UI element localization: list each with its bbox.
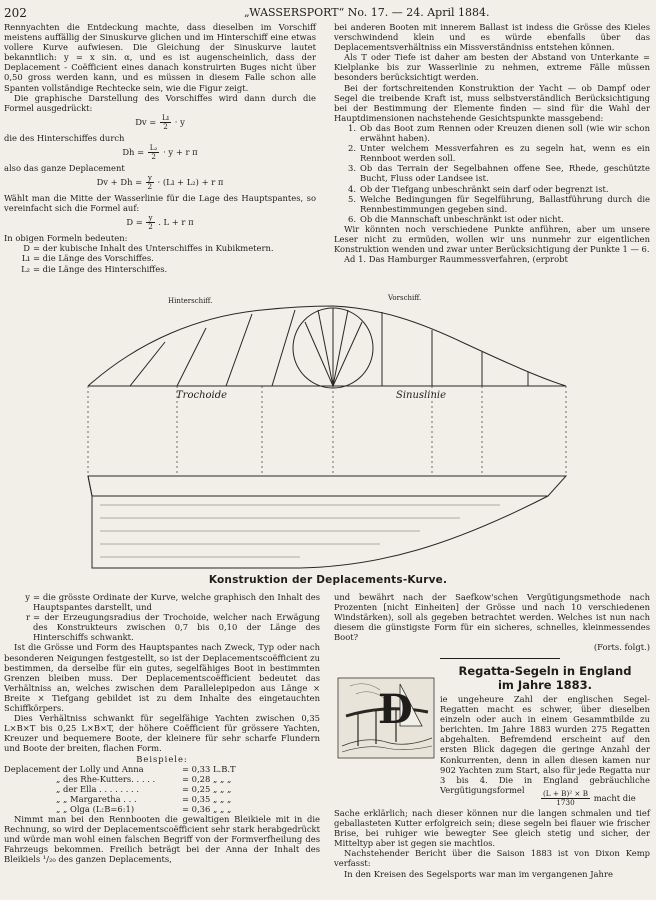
paragraph: In den Kreisen des Segelsports war man im vergangenen Jahre: [344, 868, 613, 879]
paragraph: Als T oder Tiefe ist daher am besten der Abstand von Unterkante = Kielplanke bis zur Wasserlinie zu nehmen, extreme Fälle müssen besonders berücksichtigt werden.: [334, 52, 650, 83]
drop-cap: D: [378, 686, 413, 733]
list-item: 1. Ob das Boot zum Rennen oder Kreuzen dienen soll (wie wir schon erwähnt haben).: [348, 122, 650, 144]
paragraph: Die graphische Darstellung des Vorschiffes wird dann durch die Formel ausgedrückt:: [4, 92, 316, 113]
running-title: „WASSERSPORT“ No. 17. — 24. April 1884.: [244, 6, 490, 19]
deplacement-curve: [88, 306, 566, 386]
paragraph: Wir könnten noch verschiedene Punkte anführen, aber um unsere Leser nicht zu ermüden, wollen wir uns nunmehr zur eigentlichen Konstruktion wenden und zwar unter Berücksichtigung der Punkte 1 — 6.: [334, 223, 650, 255]
paragraph: ie ungeheure Zahl der englischen Segel-Regatten macht es schwer, über dieselben einzeln oder auch in einem Gesammtbilde zu berichten. Im Jahre 1883 wurden 275 Regatten abgehalten. Befremdend erscheint auf den ersten Blick dagegen die geringe Anzahl der Konkurrenten, denn in allen diesen kamen nur 902 Yachten zum Start, also für jede Regatta nur 3 bis 4. Die in England gebräuchliche Vergütigungsformel: [440, 694, 650, 795]
list-item: 4. Ob der Tiefgang unbeschränkt sein darf oder begrenzt ist.: [348, 183, 609, 194]
paragraph: Nachstehender Bericht über die Saison 1883 ist von Dixon Kemp verfasst:: [334, 848, 650, 869]
example-row: Deplacement der Lolly und Anna = 0,33 L.B.T: [4, 763, 236, 774]
legend-item: r = der Erzeugungsradius der Trochoide, welcher nach Erwägung des Konstrukteurs zwischen 0,7 bis 0,10 der Länge des Hinterschiffs schwankt.: [25, 612, 320, 643]
trochoid-label: Trochoide: [176, 390, 228, 401]
paragraph: Rennyachten die Entdeckung machte, dass dieselben im Vorschiff meistens auffällig der Sinuskurve glichen und im Hinterschiff eine etwas vollere Kurve aufwiesen. Die Gleichung der Sinuskurve lautet bekanntlich: y = x sin. α, und es ist augenscheinlich, dass der Deplacement - Coëfficient eines danach konstruirten Buges nicht über 0,50 gross werden kann, und es müssen in diesem Falle schon alle Spanten vollständige Rechtecke sein, wie die Figur zeigt.: [4, 22, 316, 93]
figure-caption: Konstruktion der Deplacements-Kurve.: [208, 574, 448, 586]
list-item: 3. Ob das Terrain der Segelbahnen offene See, Rhede, geschützte Bucht, Fluss oder Landsee ist.: [348, 163, 650, 184]
block-top-face: [88, 476, 566, 496]
article-divider: [440, 658, 560, 659]
paragraph: Sache erklärlich; nach dieser können nur die langen schmalen und tief geballasteten Kutter erfolgreich sein; diese segeln bei flauer wie frischer Brise, bei ruhiger wie bewegter See gleich stetig und sicher, der Mitteltyp aber ist gegen sie machtlos.: [334, 808, 650, 849]
sine-label: Sinuslinie: [396, 390, 447, 401]
column-right-top: [334, 22, 650, 264]
page-number: 202: [4, 6, 27, 20]
column-left-top: [4, 22, 316, 274]
paragraph: also das ganze Deplacement: [4, 162, 125, 173]
legend-item: y = die grösste Ordinate der Kurve, welche graphisch den Inhalt des Hauptspantes darstellt, und: [25, 592, 320, 613]
legend-item: Lı = die Länge des Vorschiffes.: [21, 253, 154, 264]
page-header: [4, 6, 652, 22]
example-row: „ der Ella . . . . . . . . = 0,25 „ „ „: [56, 783, 232, 794]
figure-label-stern: Hinterschiff.: [168, 297, 213, 305]
formula-total: Dv + Dh = $\frac{y}{2}$ · (Lı + L₂) + r π: [96, 173, 224, 192]
legend-item: D = der kubische Inhalt des Unterschiffes in Kubikmetern.: [23, 243, 274, 254]
example-row: „ „ Margaretha . . . = 0,35 „ „ „: [56, 793, 232, 804]
list-item: 5. Welche Bedingungen für Segelführung, Ballastführung durch die Rennbestimmungen gegeben sind.: [348, 193, 650, 214]
paragraph: die des Hinterschiffes durch: [4, 132, 125, 143]
formula-fore: Dv = $\frac{Lı}{2}$ · y: [135, 112, 185, 131]
paragraph: Dies Verhältniss schwankt für segelfähige Yachten zwischen 0,35 L×B×T bis 0,25 L×B×T, der höhere Coëfficient für grössere Yachten, Kreuzer und bequemere Boote, der kleinere für sehr scharfe Flundern und Boote der breiten, flachen Form.: [4, 713, 320, 754]
paragraph: Ad 1. Das Hamburger Raummessverfahren, (erprobt: [344, 254, 568, 265]
legend-item: L₂ = die Länge des Hinterschiffes.: [21, 263, 168, 274]
figure-label-bow: Vorschiff.: [388, 294, 422, 302]
paragraph: Wählt man die Mitte der Wasserlinie für die Lage des Hauptspantes, so vereinfacht sich die Formel auf:: [4, 193, 316, 214]
article-title: Regatta-Segeln in England im Jahre 1883.: [458, 664, 632, 692]
examples-heading: Beispiele:: [136, 753, 188, 764]
column-left-bottom: [4, 592, 320, 865]
list-item: 2. Unter welchem Messverfahren es zu segeln hat, wenn es ein Rennboot werden soll.: [348, 143, 650, 164]
vergutung-formula: $\frac{\text{(L + B)² × B}}{1730}$: [543, 789, 589, 807]
paragraph: Ist die Grösse und Form des Hauptspantes nach Zweck, Typ oder nach besonderen Neigungen festgestellt, so ist der Deplacementscoëfficient zu bestimmen, da derselbe für ein gutes, segelfähiges Boot in bestimmten Grenzen bleiben muss. Der Deplacementscoëfficient bedeutet das Verhältniss an, welches zwischen dem Parallelepipedon aus Länge × Breite × Tiefgang gebildet ist zu dem Inhalte des eingetauchten Schiffkörpers.: [4, 642, 320, 714]
regatta-intro: [440, 694, 650, 795]
regatta-formula: $\frac{\text{(L + B)² × B}}{1730}$ macht die: [543, 789, 636, 807]
formula-aft: Dh = $\frac{\text{L₂}}{2}$ · y + r π: [122, 142, 198, 161]
paragraph: In obigen Formeln bedeuten:: [4, 233, 128, 244]
example-row: „ „ Olga (L:B=6:1) = 0,36 „ „ „: [56, 803, 232, 814]
formula-simplified: D = $\frac{y}{2}$ . L + r π: [126, 213, 194, 232]
deplacement-curve-figure: [0, 300, 656, 572]
regatta-body: [334, 808, 650, 879]
example-row: „ des Rhe-Kutters. . . . . = 0,28 „ „ „: [56, 773, 232, 784]
paragraph: Nimmt man bei den Rennbooten die gewaltigen Bleikiele mit in die Rechnung, so wird der Deplacementscoëfficient sehr stark herabgedrückt und würde man wohl einen falschen Begriff von der Formverfheilung des Fahrzeugs bekommen. Freilich beträgt bei der Anna der Inhalt des Bleikiels ¹/₂₀ des ganzen Deplacements,: [4, 814, 320, 865]
paragraph: und bewährt nach der Saefkow'schen Vergütigungsmethode nach Prozenten [nicht Einheiten] der Grösse und nach 10 verschiedenen Windstärken), soll als gegeben betrachtet werden. Welches ist nun nach diesem die günstigste Form für ein sicheres, schnelles, kleinmessendes Boot?: [334, 592, 650, 643]
column-right-bottom: [334, 592, 650, 653]
continuation-note: (Forts. folgt.): [593, 642, 650, 653]
paragraph: Bei der fortschreitenden Konstruktion der Yacht — ob Dampf oder Segel die treibende Kraft ist, muss selbstverständlich Berücksichtigung bei der Bestimmung der Elemente finden — sind für die Wahl der Hauptdimensionen nachstehende Gesichtspunkte massgebend:: [334, 82, 650, 123]
paragraph: bei anderen Booten mit innerem Ballast ist indess die Grösse des Kieles verschwindend klein und es würde ebenfalls über das Deplacementsverhältniss ein Missverständniss entstehen können.: [334, 22, 650, 53]
list-item: 6. Ob die Mannschaft unbeschränkt ist oder nicht.: [348, 213, 564, 224]
